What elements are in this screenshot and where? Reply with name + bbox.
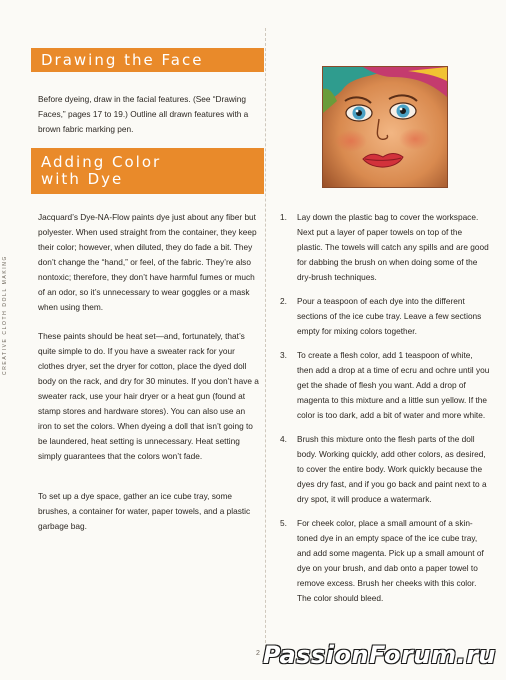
heat-set-paragraph: These paints should be heat set—and, fortunately, that’s quite simple to do. If you have a sweater rack for your clothes dryer, set the dryer for cotton, place the dyed doll body on the rack, and dry for 30 minutes. If you don’t have a sweater rack, use your hair dryer or a heat gun (found at stamp stores and hardware stores). You can also use an iron to set the colors. When dyeing a doll that isn’t going to be laundered, heat setting is unnecessary. Heat setting simply guarantees that the colors won’t fade.: [38, 331, 259, 461]
dye-intro-paragraph: Jacquard’s Dye-NA-Flow paints dye just about any fiber but polyester. When used straight from the container, they keep their color; however, when diluted, they do fade a bit. They don’t change the “hand,” or feel, of the fabric. They’re also nontoxic; therefore, they don’t have harmful fumes or much of an odor, so it’s unnecessary to wear goggles or a mask when using them.: [38, 212, 257, 312]
step-item: [280, 432, 490, 507]
column-divider: [265, 28, 266, 648]
step-text: Lay down the plastic bag to cover the workspace. Next put a layer of paper towels on top of the plastic. The towels will catch any spills and are good for dabbing the brush on when doing some of the dry-brush techniques.: [297, 212, 489, 282]
spine-book-title: CREATIVE CLOTH DOLL MAKING: [2, 255, 8, 375]
step-number: 3.: [280, 350, 287, 360]
instruction-steps: [280, 210, 490, 615]
heading-line-1: Adding Color: [41, 153, 162, 171]
step-text: For cheek color, place a small amount of a skin-toned dye in an empty space of the ice cube tray, and add some magenta. Pick up a small amount of dye on your brush, and dab onto a paper towel to remove excess. Brush her cheeks with this color. The color should bleed.: [297, 518, 484, 603]
watermark-logo: PassionForum.ru: [262, 641, 496, 669]
page-number: 2: [256, 650, 260, 657]
step-number: 5.: [280, 518, 287, 528]
dye-space-paragraph: To set up a dye space, gather an ice cube tray, some brushes, a container for water, paper towels, and a plastic garbage bag.: [38, 491, 251, 531]
face-paragraph: Before dyeing, draw in the facial features. (See “Drawing Faces,” pages 17 to 19.) Outline all drawn features with a brown fabric marking pen.: [38, 94, 249, 134]
step-item: [280, 516, 490, 606]
step-number: 2.: [280, 296, 287, 306]
step-item: [280, 348, 490, 423]
doll-face-illustration: [323, 67, 447, 187]
step-number: 4.: [280, 434, 287, 444]
heading-line-2: with Dye: [41, 170, 124, 188]
step-text: Pour a teaspoon of each dye into the different sections of the ice cube tray. Leave a few sections empty for mixing colors together.: [297, 296, 482, 336]
section-heading-adding-color: [31, 148, 264, 194]
step-text: Brush this mixture onto the flesh parts of the doll body. Working quickly, add other colors, as desired, to cover the entire body. Work quickly because the dyes dry fast, and if you go back and paint next to a dry spot, it will produce a watermark.: [297, 434, 487, 504]
step-number: 1.: [280, 212, 287, 222]
step-text: To create a flesh color, add 1 teaspoon of white, then add a drop at a time of ecru and ochre until you get the shade of flesh you want. Add a drop of magenta to this mixture and a little sun yellow. If the color is too dark, add a bit of water and more white.: [297, 350, 490, 420]
doll-face-photo: [322, 66, 448, 188]
section-heading-drawing-face: Drawing the Face: [31, 48, 264, 72]
step-item: [280, 294, 490, 339]
step-item: [280, 210, 490, 285]
